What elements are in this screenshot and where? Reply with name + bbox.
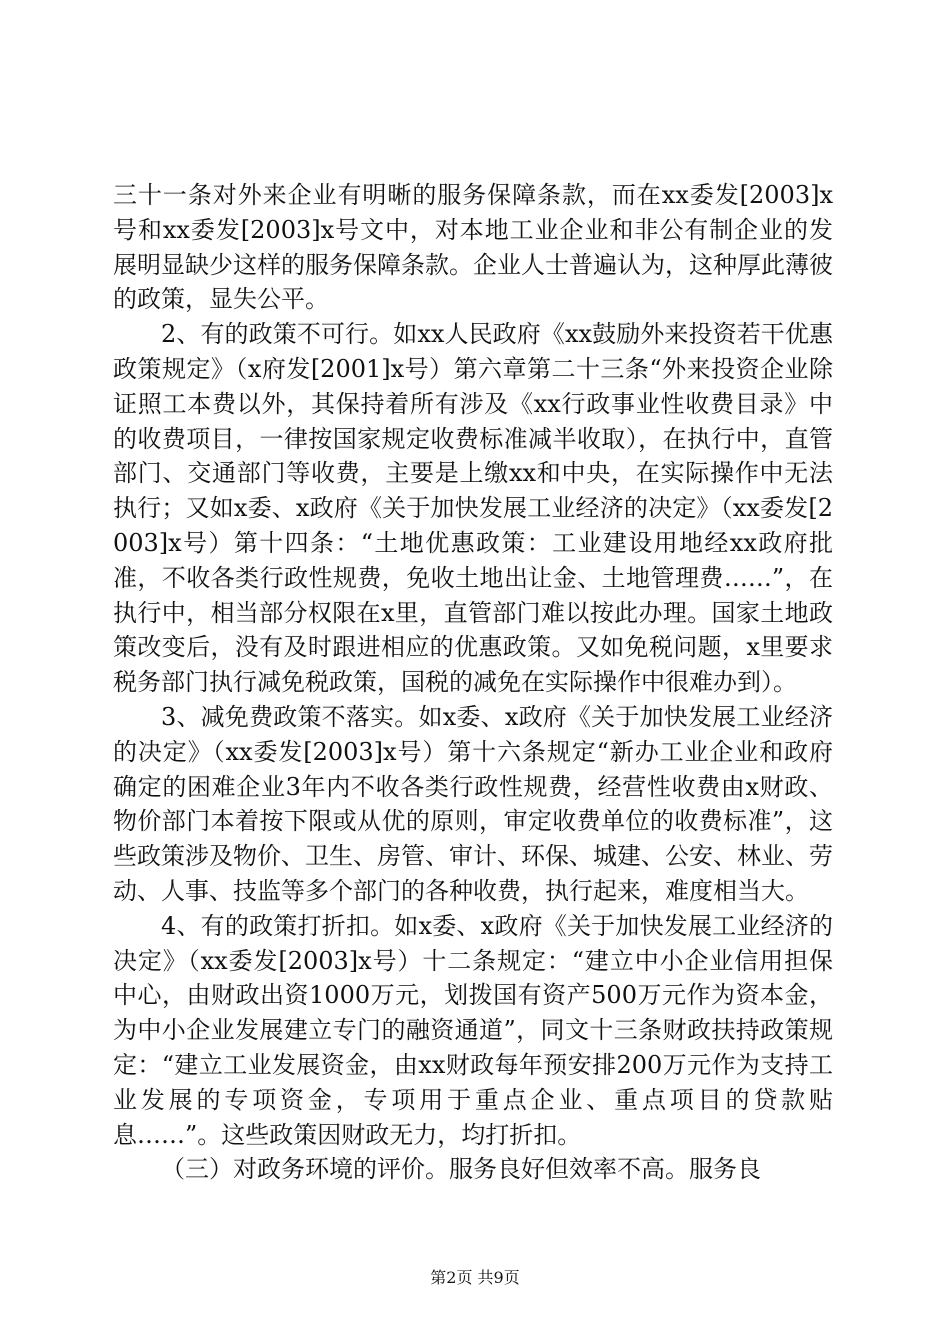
paragraph-continuation: 三十一条对外来企业有明晰的服务保障条款，而在xx委发[2003]x号和xx委发[2003]x号文中，对本地工业企业和非公有制企业的发展明显缺少这样的服务保障条款。企业人士普遍认为，这种厚此薄彼的政策，显失公平。	[113, 181, 833, 314]
document-body	[113, 178, 833, 1187]
page-footer	[0, 1268, 950, 1288]
paragraph-item-2: 2、有的政策不可行。如xx人民政府《xx鼓励外来投资若干优惠政策规定》（x府发[2001]x号）第六章第二十三条“外来投资企业除证照工本费以外，其保持着所有涉及《xx行政事业性收费目录》中的收费项目，一律按国家规定收费标准减半收取），在执行中，直管部门、交通部门等收费，主要是上缴xx和中央，在实际操作中无法执行；又如x委、x政府《关于加快发展工业经济的决定》（xx委发[2003]x号）第十四条：“土地优惠政策：工业建设用地经xx政府批准，不收各类行政性规费，免收土地出让金、土地管理费……”，在执行中，相当部分权限在x里，直管部门难以按此办理。国家土地政策改变后，没有及时跟进相应的优惠政策。又如免税问题，x里要求税务部门执行减免税政策，国税的减免在实际操作中很难办到）。	[113, 320, 833, 697]
paragraph-item-4: 4、有的政策打折扣。如x委、x政府《关于加快发展工业经济的决定》（xx委发[2003]x号）十二条规定：“建立中小企业信用担保中心，由财政出资1000万元，划拨国有资产500万元作为资本金，为中小企业发展建立专门的融资通道”，同文十三条财政扶持政策规定：“建立工业发展资金，由xx财政每年预安排200万元作为支持工业发展的专项资金，专项用于重点企业、重点项目的贷款贴息……”。这些政策因财政无力，均打折扣。	[113, 911, 833, 1149]
paragraph-item-3: 3、减免费政策不落实。如x委、x政府《关于加快发展工业经济的决定》（xx委发[2003]x号）第十六条规定“新办工业企业和政府确定的困难企业3年内不收各类行政性规费，经营性收费由x财政、物价部门本着按下限或从优的原则，审定收费单位的收费标准”，这些政策涉及物价、卫生、房管、审计、环保、城建、公安、林业、劳动、人事、技监等多个部门的各种收费，执行起来，难度相当大。	[113, 702, 833, 905]
page-number-label: 第2页 共9页	[430, 1268, 520, 1287]
paragraph-section-3: （三）对政务环境的评价。服务良好但效率不高。服务良	[161, 1155, 761, 1184]
